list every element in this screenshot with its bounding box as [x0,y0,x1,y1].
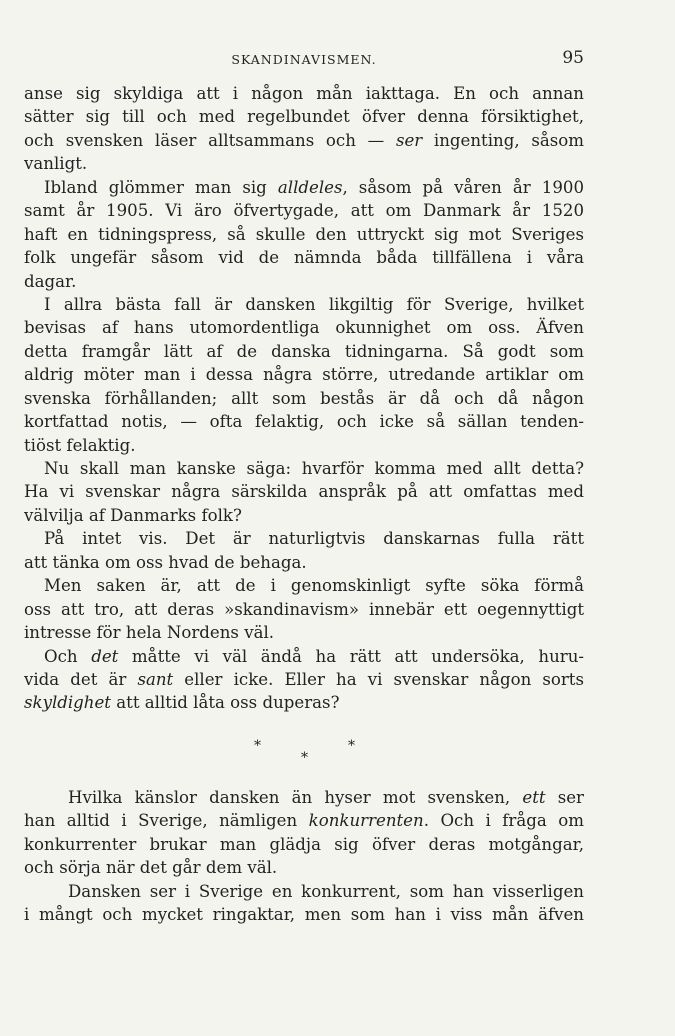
page-number: 95 [562,48,584,68]
text-line: dagar. [24,271,77,291]
text-line: tiöst felaktig. [24,435,136,455]
text-line: välvilja af Danmarks folk? [24,505,242,525]
emphasis: alldeles [277,177,343,197]
text-line: bevisas af hans utomordentliga okunnighet om oss. Äfven [24,318,584,338]
text-line: Hvilka känslor dansken än hyser mot svensken, ett ser [68,788,584,807]
text-line: och sörja när det går dem väl. [24,858,278,878]
emphasis: det [91,646,119,666]
text-line: haft en tidningspress, så skulle den uttryckt sig mot Sveriges [24,224,584,244]
text-line: Och det måtte vi väl ändå ha rätt att undersöka, huru- [44,646,584,666]
text-line: I allra bästa fall är dansken likgiltig för Sverige, hvilket [44,294,584,314]
main-text [24,82,584,715]
text-line: han alltid i Sverige, nämligen konkurrenten. Och i fråga om [24,811,584,831]
text-line: Ibland glömmer man sig alldeles, såsom på våren år 1900 [44,177,584,197]
emphasis: konkurrenten [308,811,424,831]
running-head [24,48,584,70]
emphasis: ett [522,788,546,807]
text-line: intresse för hela Nordens väl. [24,623,275,643]
text-line: oss att tro, att deras »skandinavism» innebär ett oegennyttigt [24,599,584,619]
asterism [24,738,584,778]
text-line: detta framgår lätt af de danska tidningarna. Så godt som [24,341,584,361]
emphasis: ser [395,130,423,150]
text-line: På intet vis. Det är naturligtvis danskarnas fulla rätt [44,529,584,549]
emphasis: skyldighet [24,693,111,713]
text-line: svenska förhållanden; allt som bestås är då och då någon [24,388,584,408]
asterism-star: * [348,738,355,754]
asterism-star: * [254,738,261,754]
text-line: skyldighet att alltid låta oss duperas? [24,693,340,713]
text-line: aldrig möter man i dessa några större, utredande artiklar om [24,365,584,385]
text-line: konkurrenter brukar man glädja sig öfver deras motgångar, [24,834,584,854]
text-line: i mångt och mycket ringaktar, men som han i viss mån äfven [24,905,584,925]
text-line: Dansken ser i Sverige en konkurrent, som han visserligen [68,881,584,901]
text-line: Nu skall man kanske säga: hvarför komma med allt detta? [44,459,584,478]
text-line: anse sig skyldiga att i någon mån iakttaga. En och annan [24,84,584,103]
text-line: folk ungefär såsom vid de nämnda båda tillfällena i våra [24,248,584,268]
asterism-star: * [301,750,308,766]
text-line: vida det är sant eller icke. Eller ha vi svenskar någon sorts [24,669,584,689]
text-line: sätter sig till och med regelbundet öfver denna försiktighet, [24,107,584,127]
text-line: att tänka om oss hvad de behaga. [24,552,307,572]
text-line: samt år 1905. Vi äro öfvertygade, att om Danmark år 1520 [24,201,584,221]
main-text-continued [24,786,584,927]
text-line: kortfattad notis, — ofta felaktig, och icke så sällan tenden- [24,412,584,432]
text-line: och svensken läser alltsammans och — ser ingenting, såsom [24,130,584,150]
text-line: Ha vi svenskar några särskilda anspråk på att omfattas med [24,482,584,502]
emphasis: sant [137,669,174,689]
running-title: SKANDINAVISMEN. [231,52,377,67]
text-line: vanligt. [24,154,88,174]
text-line: Men saken är, att de i genomskinligt syfte söka förmå [44,576,584,596]
